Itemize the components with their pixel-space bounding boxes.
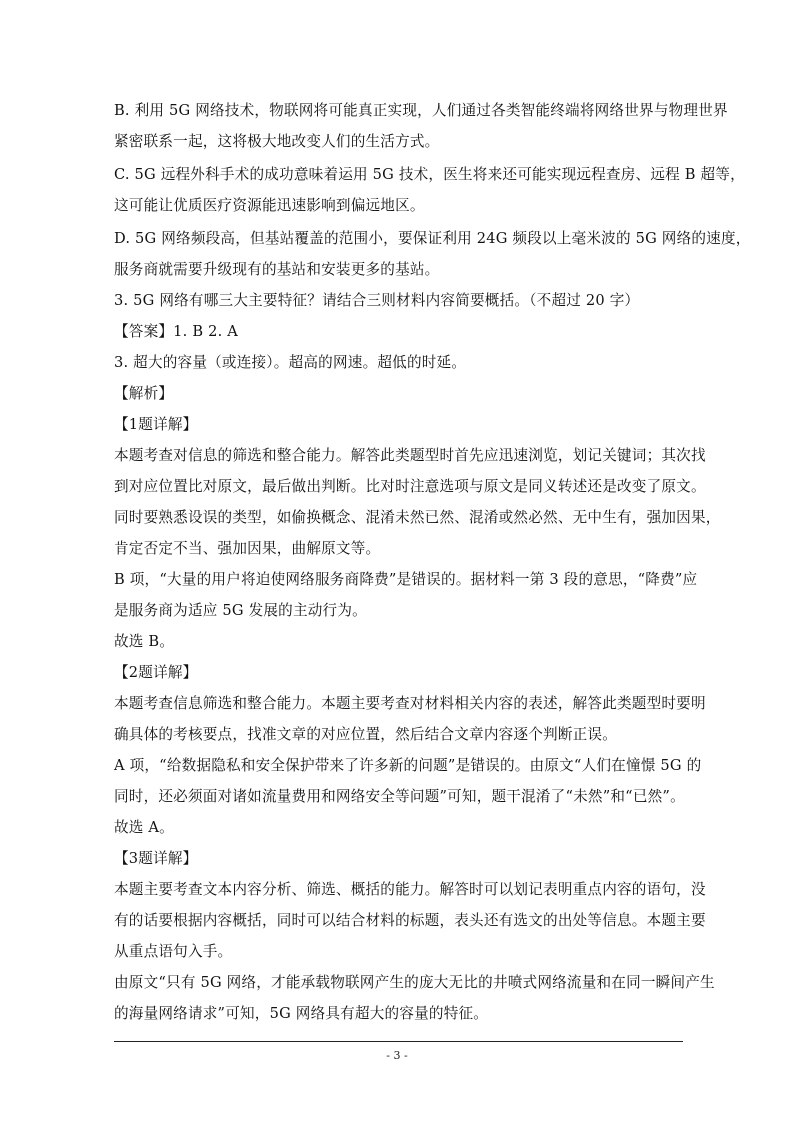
q1-explanation-line-2: 到对应位置比对原文，最后做出判断。比对时注意选项与原文是同义转述还是改变了原文。: [114, 478, 706, 495]
q1-explanation-line-3: 同时要熟悉设误的类型，如偷换概念、混淆未然已然、混淆或然必然、无中生有，强加因果，: [114, 509, 721, 526]
q1-choice: 故选 B。: [114, 633, 175, 650]
q2-choice: 故选 A。: [114, 819, 174, 836]
q3-explanation-line-2: 有的话要根据内容概括，同时可以结合材料的标题，表头还有选文的出处等信息。本题主要: [114, 912, 706, 929]
option-b-line-2: 紧密联系一起，这将极大地改变人们的生活方式。: [114, 133, 440, 150]
page-number: - 3 -: [386, 1049, 408, 1062]
footer-divider: [114, 1041, 683, 1042]
question-3: 3. 5G 网络有哪三大主要特征？请结合三则材料内容简要概括。（不超过 20 字）: [114, 292, 640, 309]
option-d-line-2: 服务商就需要升级现有的基站和安装更多的基站。: [114, 261, 440, 278]
answer-3: 3. 超大的容量（或连接）。超高的网速。超低的时延。: [114, 354, 467, 371]
option-c-line-1: C. 5G 远程外科手术的成功意味着运用 5G 技术，医生将来还可能实现远程查房、远程 B 超等，: [114, 166, 745, 183]
q3-explanation-line-3: 从重点语句入手。: [114, 943, 233, 960]
option-d-line-1: D. 5G 网络频段高，但基站覆盖的范围小，要保证利用 24G 频段以上毫米波的 5G 网络的速度，: [114, 230, 751, 247]
q1-explanation-line-1: 本题考查对信息的筛选和整合能力。解答此类题型时首先应迅速浏览，划记关键词；其次找: [114, 447, 706, 464]
q3-explanation-line-4: 由原文“只有 5G 网络，才能承载物联网产生的庞大无比的井喷式网络流量和在同一瞬间产生: [114, 974, 715, 991]
q1-explanation-line-5: B 项，“大量的用户将迫使网络服务商降费”是错误的。据材料一第 3 段的意思，“降费”应: [114, 571, 698, 588]
q3-explanation-line-5: 的海量网络请求”可知，5G 网络具有超大的容量的特征。: [114, 1005, 489, 1022]
answer-heading: 【答案】1. B 2. A: [114, 323, 239, 340]
analysis-heading: 【解析】: [114, 385, 174, 402]
option-b-line-1: B. 利用 5G 网络技术，物联网将可能真正实现，人们通过各类智能终端将网络世界与物理世界: [114, 102, 728, 119]
q2-explanation-line-4: 同时，还必须面对诸如流量费用和网络安全等问题”可知，题干混淆了“未然”和“已然”。: [114, 788, 685, 805]
q2-explanation-heading: 【2题详解】: [114, 664, 198, 681]
q1-explanation-line-4: 肯定否定不当、强加因果，曲解原文等。: [114, 540, 381, 557]
option-c-line-2: 这可能让优质医疗资源能迅速影响到偏远地区。: [114, 197, 425, 214]
q1-explanation-heading: 【1题详解】: [114, 416, 198, 433]
q2-explanation-line-1: 本题考查信息筛选和整合能力。本题主要考查对材料相关内容的表述，解答此类题型时要明: [114, 695, 706, 712]
q2-explanation-line-2: 确具体的考核要点，找准文章的对应位置，然后结合文章内容逐个判断正误。: [114, 726, 617, 743]
q1-explanation-line-6: 是服务商为适应 5G 发展的主动行为。: [114, 602, 367, 619]
q3-explanation-heading: 【3题详解】: [114, 850, 198, 867]
q2-explanation-line-3: A 项，“给数据隐私和安全保护带来了许多新的问题”是错误的。由原文“人们在憧憬 5G 的: [114, 757, 702, 774]
q3-explanation-line-1: 本题主要考查文本内容分析、筛选、概括的能力。解答时可以划记表明重点内容的语句，没: [114, 881, 706, 898]
